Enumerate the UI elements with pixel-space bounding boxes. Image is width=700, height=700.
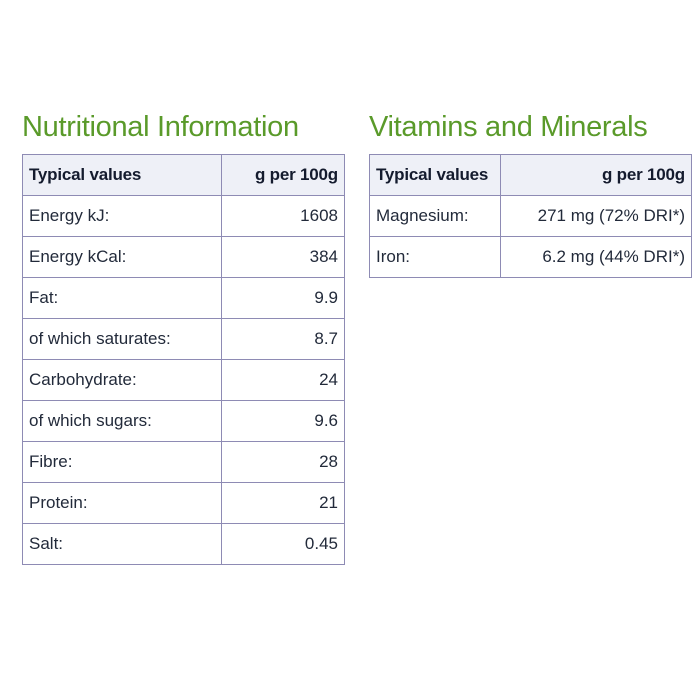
vitamins-section xyxy=(369,108,691,278)
table-row xyxy=(370,237,692,278)
nutrition-title: Nutritional Information xyxy=(22,111,299,143)
per-100g-header: g per 100g xyxy=(222,155,345,196)
table-row xyxy=(23,401,345,442)
nutrition-header-row xyxy=(23,155,345,196)
table-row xyxy=(23,483,345,524)
row-value: 24 xyxy=(222,360,345,401)
row-label: Iron: xyxy=(370,237,501,278)
row-label: Magnesium: xyxy=(370,196,501,237)
per-100g-header: g per 100g xyxy=(501,155,692,196)
row-label: of which sugars: xyxy=(23,401,222,442)
row-value: 8.7 xyxy=(222,319,345,360)
table-row xyxy=(23,442,345,483)
vitamins-table xyxy=(369,154,692,278)
row-value: 384 xyxy=(222,237,345,278)
table-row xyxy=(23,524,345,565)
table-row xyxy=(23,237,345,278)
row-value: 6.2 mg (44% DRI*) xyxy=(501,237,692,278)
table-row xyxy=(370,196,692,237)
row-label: Energy kCal: xyxy=(23,237,222,278)
row-label: Salt: xyxy=(23,524,222,565)
row-value: 0.45 xyxy=(222,524,345,565)
row-label: Energy kJ: xyxy=(23,196,222,237)
row-value: 9.9 xyxy=(222,278,345,319)
row-value: 9.6 xyxy=(222,401,345,442)
table-row xyxy=(23,278,345,319)
vitamins-title: Vitamins and Minerals xyxy=(369,111,648,143)
row-value: 28 xyxy=(222,442,345,483)
row-value: 21 xyxy=(222,483,345,524)
row-label: Fat: xyxy=(23,278,222,319)
row-label: Protein: xyxy=(23,483,222,524)
typical-values-header: Typical values xyxy=(23,155,222,196)
row-label: Carbohydrate: xyxy=(23,360,222,401)
nutrition-table xyxy=(22,154,345,565)
row-value: 271 mg (72% DRI*) xyxy=(501,196,692,237)
typical-values-header: Typical values xyxy=(370,155,501,196)
table-row xyxy=(23,360,345,401)
row-value: 1608 xyxy=(222,196,345,237)
row-label: of which saturates: xyxy=(23,319,222,360)
table-row xyxy=(23,196,345,237)
nutrition-section xyxy=(22,108,344,565)
table-row xyxy=(23,319,345,360)
row-label: Fibre: xyxy=(23,442,222,483)
vitamins-header-row xyxy=(370,155,692,196)
